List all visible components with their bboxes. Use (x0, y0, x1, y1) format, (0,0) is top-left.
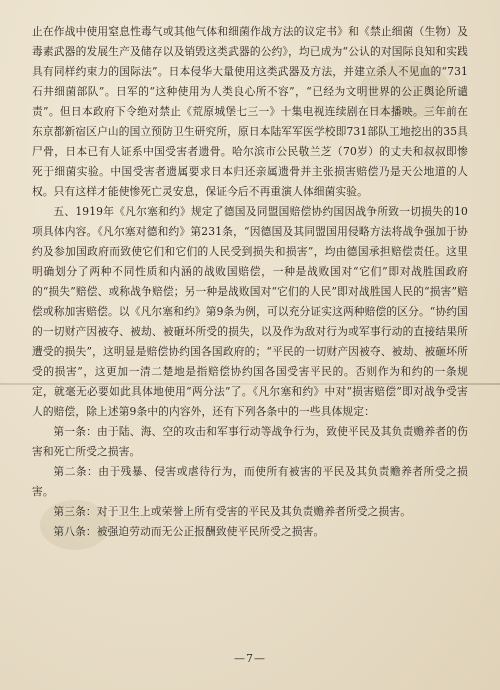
document-body (32, 22, 468, 542)
article-two: 第二条：由于残暴、侵害或虐待行为，而使所有被害的平民及其负责赡养者所受之损害。 (32, 465, 468, 498)
article-three: 第三条：对于卫生上或荣誉上所有受害的平民及其负责赡养者所受之损害。 (53, 505, 412, 518)
paragraph-continuation: 止在作战中使用窒息性毒气或其他气体和细菌作战方法的议定书》和《禁止细菌（生物）及毒素武器的发展生产及储存以及销毁这类武器的公约》，均已成为“公认的对国际良知和实践具有同样约束力的国际法”。日本侵华大量使用这类武器及方法，并建立杀人不见血的“731石井细菌部队”。日军的“这种使用为人类良心所不容”，“已经为文明世界的公正舆论所谴责”。但日本政府下令绝对禁止《荒原城堡七三一》十集电视连续剧在日本播映。三年前在东京都新宿区户山的国立预防卫生研究所，原日本陆军军医学校即731部队工地挖出的35具尸骨，日本已有人证系中国受害者遗骨。哈尔滨市公民敬兰芝（70岁）的丈夫和叔叔即惨死于细菌实验。中国受害者遗属要求日本归还亲属遗骨并主张损害赔偿乃是天公地道的人权。只有这样才能使惨死亡灵安息，保证今后不再重演人体细菌实验。 (32, 25, 468, 198)
article-one: 第一条：由于陆、海、空的攻击和军事行动等战争行为，致使平民及其负责赡养者的伤害和死亡所受之损害。 (32, 425, 468, 458)
article-eight: 第八条：被强迫劳动而无公正报酬致使平民所受之损害。 (53, 525, 325, 538)
paragraph-versailles-treaty: 五、1919年《凡尔塞和约》规定了德国及同盟国赔偿协约国因战争所致一切损失的10项具体内容。《凡尔塞对德和约》第231条，“因德国及其同盟国用侵略方法将战争强加于协约及参加国政府而致使它们和它们的人民受到损失和损害”，均由德国承担赔偿责任。这里明确划分了两种不同性质和内涵的战败国赔偿，一种是战败国对“它们”即对战胜国政府的“损失”赔偿、或称战争赔偿；另一种是战败国对“它们的人民”即对战胜国人民的“损害”赔偿或称加害赔偿。以《凡尔塞和约》第9条为例，可以充分证实这两种赔偿的区分。“协约国的一切财产因被夺、被劫、被砸坏所受的损失，以及作为敌对行为或军事行动的直接结果所遭受的损失”，这明显是赔偿协约国各国政府的；“平民的一切财产因被夺、被劫、被砸坏所受的损害”，这更加一清二楚地是指赔偿协约国各国受害平民的。否则作为和约的一条规定，就毫无必要如此具体地使用“两分法”了。《凡尔塞和约》中对“损害赔偿”即对战争受害人的赔偿，除上述第9条中的内容外，还有下列各条中的一些具体规定： (32, 205, 468, 418)
page-number: —7— (234, 652, 266, 665)
